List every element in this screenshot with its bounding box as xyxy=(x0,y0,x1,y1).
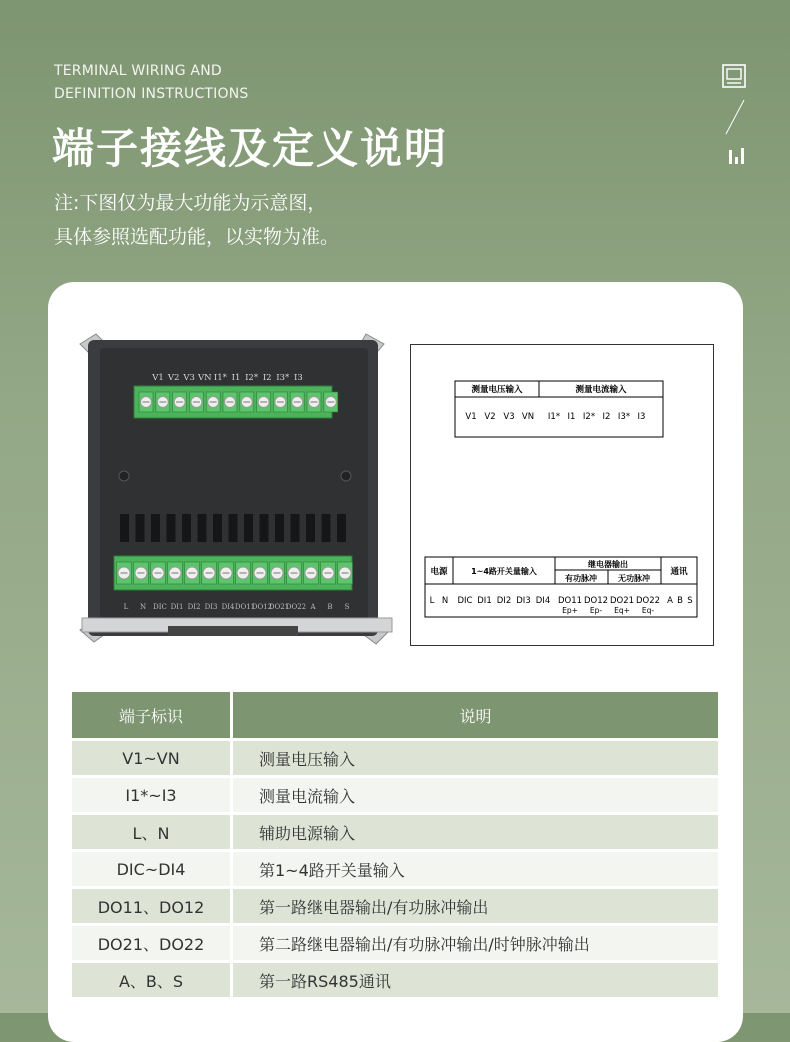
meter-back-image xyxy=(78,330,396,648)
table-row xyxy=(72,888,718,925)
reactive-pulse-header: 无功脉冲 xyxy=(618,574,650,583)
page-title: 端子接线及定义说明 xyxy=(52,124,449,173)
do-terminal: DO11 xyxy=(557,596,583,606)
table-row xyxy=(72,814,718,851)
vent-slot xyxy=(120,514,129,542)
top-terminal-label: I1 xyxy=(231,373,241,383)
bottom-terminal-label: A xyxy=(310,603,316,611)
bottom-terminal-label: DO21 xyxy=(268,603,290,611)
description-cell: 测量电压输入 xyxy=(232,740,719,777)
top-terminal-label: V2 xyxy=(167,373,180,383)
current-terminal: I1 xyxy=(567,412,576,422)
vent-slot xyxy=(275,514,284,542)
vent-slot xyxy=(182,514,191,542)
terminal-definition-table xyxy=(72,692,718,997)
vent-slot xyxy=(322,514,331,542)
relay-output-header: 继电器输出 xyxy=(588,560,628,569)
top-terminal-label: I1* xyxy=(213,373,227,383)
terminal-id-cell: DO11、DO12 xyxy=(72,888,232,925)
current-terminal: I3 xyxy=(637,412,646,422)
vent-slot xyxy=(244,514,253,542)
terminal-id-cell: DO21、DO22 xyxy=(72,925,232,962)
header-terminal-id: 端子标识 xyxy=(72,692,232,740)
bottom-terminal-label: DO11 xyxy=(234,603,256,611)
vent-slot xyxy=(136,514,145,542)
di-terminal: DIC xyxy=(457,596,473,606)
bottom-terminal-label: DI1 xyxy=(170,603,184,611)
top-terminal-label: I2 xyxy=(262,373,272,383)
di-terminal: DI2 xyxy=(496,596,512,606)
table-row xyxy=(72,851,718,888)
current-input-header: 测量电流输入 xyxy=(575,385,627,395)
active-pulse-header: 有功脉冲 xyxy=(565,574,597,583)
terminal-id-cell: A、B、S xyxy=(72,962,232,998)
terminal-id-cell: L、N xyxy=(72,814,232,851)
bottom-terminal-label: DO22 xyxy=(285,603,307,611)
comm-terminal: S xyxy=(687,596,693,606)
top-terminal-label: V1 xyxy=(152,373,164,383)
monitor-icon xyxy=(723,65,745,87)
bottom-terminal-label: N xyxy=(139,603,147,611)
note-text xyxy=(54,186,339,254)
bottom-terminal-label: S xyxy=(344,603,350,611)
terminal-id-cell: DIC~DI4 xyxy=(72,851,232,888)
terminal-id-cell: I1*~I3 xyxy=(72,777,232,814)
voltage-terminal: V1 xyxy=(465,412,477,422)
power-terminal: N xyxy=(441,596,449,606)
current-terminal: I2 xyxy=(602,412,611,422)
vent-slot xyxy=(306,514,315,542)
english-title xyxy=(54,60,248,106)
bottom-terminal-label: DO12 xyxy=(251,603,273,611)
do-sub-label: Ep+ xyxy=(562,606,578,615)
table-row xyxy=(72,962,718,998)
vent-slot xyxy=(229,514,238,542)
voltage-terminal: V2 xyxy=(484,412,496,422)
note-line2: 具体参照选配功能，以实物为准。 xyxy=(54,226,340,248)
note-line1: 注:下图仅为最大功能为示意图， xyxy=(54,192,327,214)
top-terminal-label: V3 xyxy=(183,373,195,383)
bottom-terminal-label: DI3 xyxy=(204,603,218,611)
do-terminal: DO22 xyxy=(635,596,661,606)
description-cell: 第1~4路开关量输入 xyxy=(232,851,719,888)
current-terminal: I2* xyxy=(582,412,596,422)
comm-terminal: B xyxy=(677,596,683,606)
bottom-terminal-label: L xyxy=(123,603,129,611)
top-terminal-label: I3* xyxy=(276,373,290,383)
voltage-terminal: V3 xyxy=(503,412,515,422)
do-terminal: DO21 xyxy=(609,596,635,606)
current-terminal: I1* xyxy=(547,412,561,422)
power-terminal: L xyxy=(429,596,435,606)
do-sub-label: Eq+ xyxy=(614,606,630,615)
bottom-terminal-label: B xyxy=(327,603,333,611)
comm-header: 通讯 xyxy=(670,567,688,577)
english-title-line1: TERMINAL WIRING AND xyxy=(54,63,222,79)
vent-slot xyxy=(291,514,300,542)
di-terminal: DI4 xyxy=(535,596,551,606)
description-cell: 辅助电源输入 xyxy=(232,814,719,851)
table-row xyxy=(72,740,718,777)
table-row xyxy=(72,777,718,814)
voltage-terminal: VN xyxy=(521,412,535,422)
description-cell: 第一路继电器输出/有功脉冲输出 xyxy=(232,888,719,925)
wiring-diagram xyxy=(410,344,714,646)
power-header: 电源 xyxy=(430,567,448,577)
terminal-id-cell: V1~VN xyxy=(72,740,232,777)
bottom-terminal-label: DIC xyxy=(153,603,167,611)
di-terminal: DI3 xyxy=(516,596,531,606)
description-cell: 测量电流输入 xyxy=(232,777,719,814)
bottom-terminal-label: DI2 xyxy=(187,603,201,611)
top-terminal-label: I2* xyxy=(245,373,259,383)
switch-input-header: 1~4路开关量输入 xyxy=(471,567,537,576)
do-terminal: DO12 xyxy=(583,596,609,606)
vent-slot xyxy=(198,514,207,542)
vent-slot xyxy=(337,514,346,542)
top-terminal-label: VN xyxy=(198,373,212,383)
divider-slash-icon xyxy=(726,100,744,134)
do-sub-label: Eq- xyxy=(641,606,655,615)
do-sub-label: Ep- xyxy=(589,606,603,615)
voltage-input-header: 测量电压输入 xyxy=(471,385,523,395)
decor-icons xyxy=(720,62,754,172)
description-cell: 第二路继电器输出/有功脉冲输出/时钟脉冲输出 xyxy=(232,925,719,962)
bar-signal-icon xyxy=(729,148,744,164)
header-description: 说明 xyxy=(232,692,719,740)
table-row xyxy=(72,925,718,962)
di-terminal: DI1 xyxy=(477,596,492,606)
comm-terminal: A xyxy=(667,596,673,606)
bottom-terminal-label: DI4 xyxy=(221,603,235,611)
top-terminal-label: I3 xyxy=(294,373,303,383)
description-cell: 第一路RS485通讯 xyxy=(232,962,719,998)
vent-slot xyxy=(213,514,222,542)
vent-slot xyxy=(167,514,176,542)
english-title-line2: DEFINITION INSTRUCTIONS xyxy=(54,86,249,102)
vent-slot xyxy=(260,514,269,542)
table-header-row xyxy=(72,692,718,740)
current-terminal: I3* xyxy=(617,412,631,422)
vent-slot xyxy=(151,514,160,542)
